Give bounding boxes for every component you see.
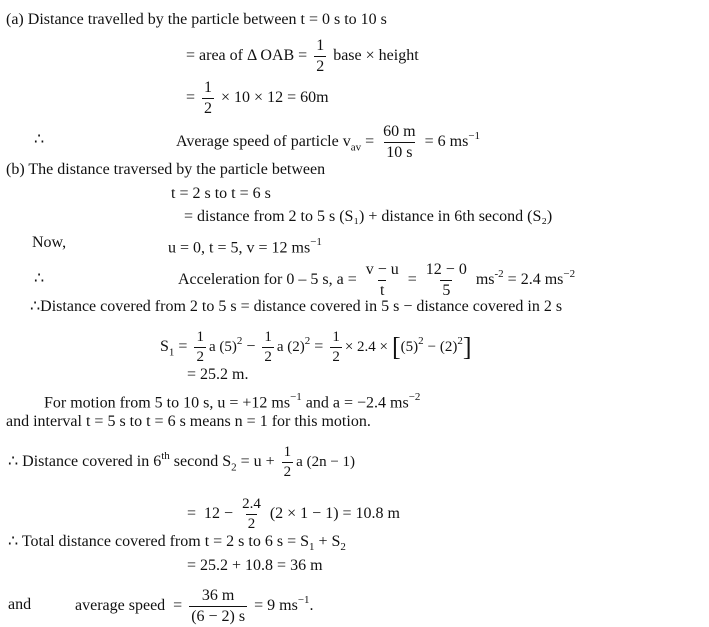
equals-sign: = [365,133,375,151]
part-b-intro: The distance traversed by the particle between [28,161,326,178]
sixth-second-calc: = 12 − $\frac{2.4}{2}$ (2 × 1 − 1) = 10.8 m [187,496,400,532]
total-distance-sum: = 25.2 + 10.8 = 36 m [187,557,323,574]
avg-speed-a-line: Average speed of particle $v_{av}$ = $\frac{60 m}{10 s}$ = 6 $ms^{-1}$ [176,123,481,161]
part-a-line-1 [6,10,387,30]
product-result: × 10 × 12 = 60m [221,89,329,107]
s1-equation: $S_1$ = $\frac{1}{2}$ a $(5)^2$ − $\frac{1}{2}$ a $(2)^2$ = $\frac{1}{2}$ × $2.4 \times [(5)^2 - (2)^2]$ [160,329,472,365]
total-distance-line: ∴ Total distance covered from t = 2 s to 6 $s = S_1 + S_2$ [8,533,346,554]
part-a-intro: Distance travelled by the particle between t = 0 s to 10 s [27,11,387,28]
now-label: Now, [32,234,67,251]
part-a-area-line [186,38,419,75]
half-fraction-2: $\frac{1}{2}$ [204,79,213,117]
therefore-symbol-b: ∴ [34,270,45,287]
acc-fraction-2: $\frac{12 - 0}{5}$ [425,261,467,299]
base-height-text: base × height [333,47,419,65]
therefore-symbol-a: ∴ [34,131,45,148]
avg-speed-b-line: average speed = $\frac{36 m}{(6 - 2) s}$ = 9 $ms^{-1}$. [75,587,314,625]
avg-speed-fraction: $\frac{60 m}{10 s}$ [383,123,416,161]
part-b-interval: t = 2 s to t = 6 s [171,185,271,202]
part-a-label: (a) [6,11,24,28]
avg-speed-label: Average speed of particle v [176,133,351,151]
equals-sign: = [186,89,196,107]
interval-statement: and interval t = 5 s to t = 6 s means n = 1 for this motion. [6,413,371,430]
acceleration-line: Acceleration for 0 – 5 s, a = $\frac{v - u}{t}$ = $\frac{12 - 0}{5}$ $ms^{-2} = 2.4$ $ms^{-2}$ [178,261,576,299]
part-b-label: (b) [6,161,25,178]
half-fraction: $\frac{1}{2}$ [316,37,325,75]
distance-statement: ∴Distance covered from 2 to 5 s = distance covered in 5 s − distance covered in 2 s [30,298,563,315]
s1-result: = 25.2 m. [187,366,249,383]
avg-speed-b-fraction: $\frac{36 m}{(6 - 2) s}$ [191,587,246,625]
avg-subscript: av [350,141,362,154]
initial-conditions: u = 0, t = 5, v = 12 $ms^{-1}$ [168,236,322,257]
and-label: and [8,596,32,613]
acc-fraction-1: $\frac{v - u}{t}$ [365,261,399,299]
part-a-product-line [186,80,329,117]
avg-speed-result: = 6 ms [424,133,469,151]
motion-conditions: For motion from 5 to 10 s, u = +12 $ms^{-1}$ and a = −2.4 $ms^{-2}$ [44,391,421,412]
acceleration-label: Acceleration for 0 – 5 s, a = [178,271,357,289]
area-expression: = area of Δ OAB = [186,47,308,65]
sixth-second-line: ∴ Distance covered in 6th second $S_2 = u$ + $\frac{1}{2}$ a (2n − 1) [8,444,356,480]
part-b-line-1 [6,160,325,180]
part-b-split: = distance from 2 to 5 s (S₁) + distance in 6th second (S₂) [184,208,553,225]
